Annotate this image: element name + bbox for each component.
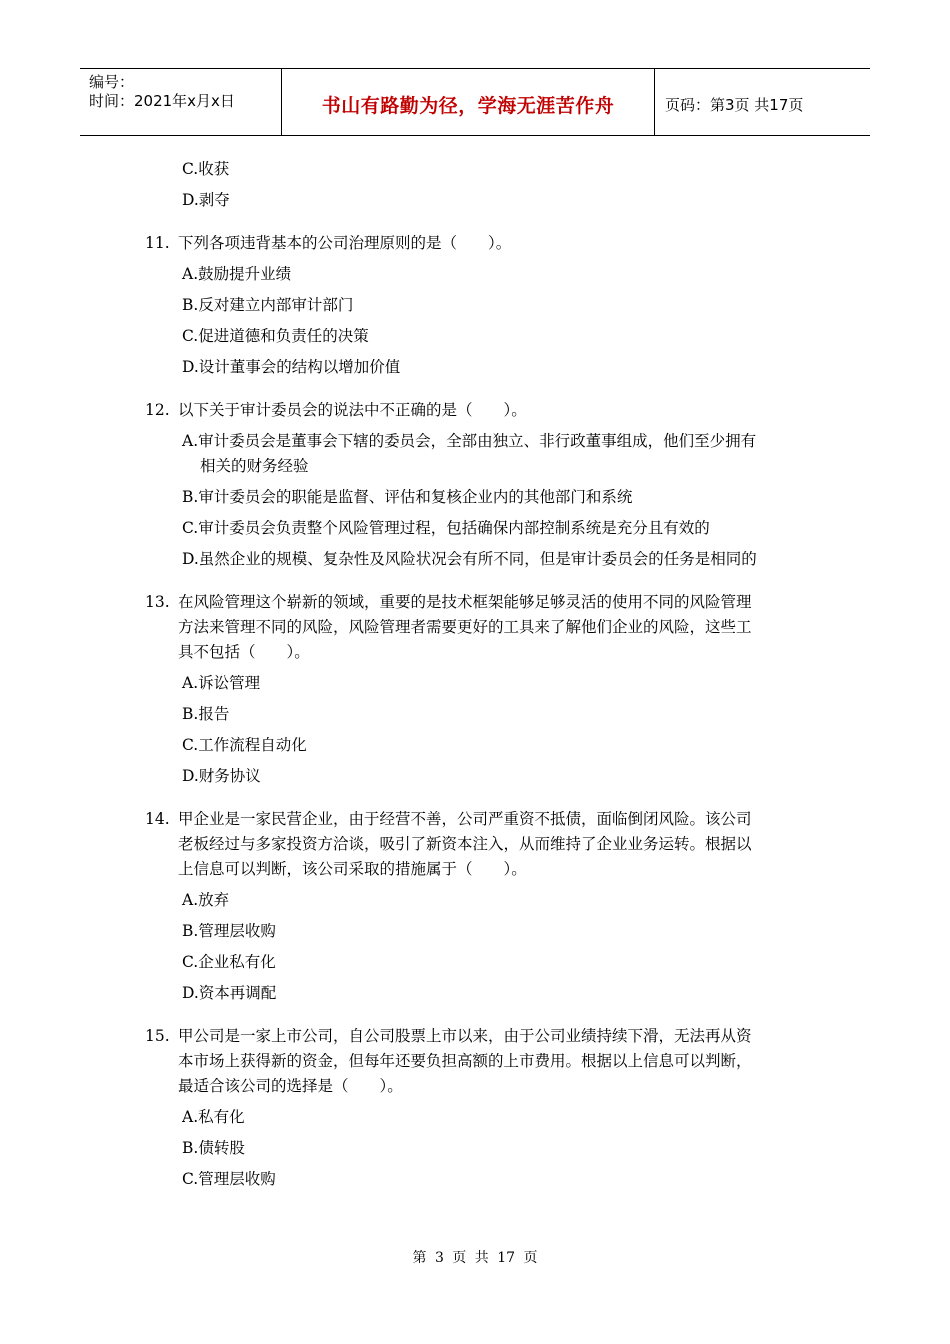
option (182, 429, 815, 479)
question-number: 15. (145, 1027, 170, 1045)
option: C.审计委员会负责整个风险管理过程，包括确保内部控制系统是充分且有效的 (182, 519, 710, 537)
question-15 (145, 1024, 815, 1099)
question-12 (145, 398, 815, 423)
option: C.管理层收购 (182, 1170, 276, 1188)
question-14 (145, 807, 815, 882)
question-text-line: 最适合该公司的选择是（ ）。 (178, 1077, 403, 1095)
option: D.剥夺 (182, 191, 230, 209)
question-text-line: 甲公司是一家上市公司，自公司股票上市以来，由于公司业绩持续下滑，无法再从资 (178, 1027, 752, 1045)
header-motto-cell (282, 69, 655, 135)
option: A.放弃 (182, 891, 230, 909)
question-13 (145, 590, 815, 665)
motto: 书山有路勤为径，学海无涯苦作舟 (321, 94, 615, 117)
header-meta (80, 69, 282, 135)
question-number: 14. (145, 810, 170, 828)
option-text: A.审计委员会是董事会下辖的委员会，全部由独立、非行政董事组成，他们至少拥有 (182, 432, 757, 450)
question-text (178, 807, 815, 882)
option: A.诉讼管理 (182, 674, 261, 692)
time-label: 时间：2021年x月x日 (89, 92, 235, 110)
option: B.审计委员会的职能是监督、评估和复核企业内的其他部门和系统 (182, 488, 633, 506)
question-number: 11. (145, 234, 170, 252)
question-11 (145, 231, 815, 256)
option: A.鼓励提升业绩 (182, 265, 292, 283)
option: B.反对建立内部审计部门 (182, 296, 354, 314)
question-number: 13. (145, 593, 170, 611)
page-header (80, 68, 870, 136)
question-number: 12. (145, 401, 170, 419)
option: B.报告 (182, 705, 230, 723)
page-footer: 第 3 页 共 17 页 (412, 1250, 538, 1266)
option: D.虽然企业的规模、复杂性及风险状况会有所不同，但是审计委员会的任务是相同的 (182, 550, 757, 568)
option: C.企业私有化 (182, 953, 276, 971)
question-text-line: 老板经过与多家投资方洽谈，吸引了新资本注入，从而维持了企业业务运转。根据以 (178, 835, 752, 853)
question-text-line: 甲企业是一家民营企业，由于经营不善，公司严重资不抵债，面临倒闭风险。该公司 (178, 810, 752, 828)
question-text (178, 1024, 815, 1099)
question-text-line: 本市场上获得新的资金，但每年还要负担高额的上市费用。根据以上信息可以判断， (178, 1052, 752, 1070)
question-text (178, 590, 815, 665)
option: C.促进道德和负责任的决策 (182, 327, 369, 345)
option: B.债转股 (182, 1139, 245, 1157)
question-text: 以下关于审计委员会的说法中不正确的是（ ）。 (178, 401, 527, 419)
option-text-continuation: 相关的财务经验 (200, 457, 309, 475)
option: D.设计董事会的结构以增加价值 (182, 358, 401, 376)
option: B.管理层收购 (182, 922, 276, 940)
question-text-line: 方法来管理不同的风险，风险管理者需要更好的工具来了解他们企业的风险，这些工 (178, 618, 752, 636)
option: C.收获 (182, 160, 230, 178)
header-page-info: 页码：第3页 共17页 (665, 95, 804, 114)
option: A.私有化 (182, 1108, 245, 1126)
number-label: 编号： (89, 73, 135, 91)
document-body (145, 157, 815, 1198)
question-text-line: 上信息可以判断，该公司采取的措施属于（ ）。 (178, 860, 527, 878)
option: D.资本再调配 (182, 984, 277, 1002)
option: C.工作流程自动化 (182, 736, 307, 754)
question-text: 下列各项违背基本的公司治理原则的是（ ）。 (178, 234, 512, 252)
question-text-line: 在风险管理这个崭新的领域，重要的是技术框架能够足够灵活的使用不同的风险管理 (178, 593, 752, 611)
option: D.财务协议 (182, 767, 261, 785)
question-text-line: 具不包括（ ）。 (178, 643, 310, 661)
